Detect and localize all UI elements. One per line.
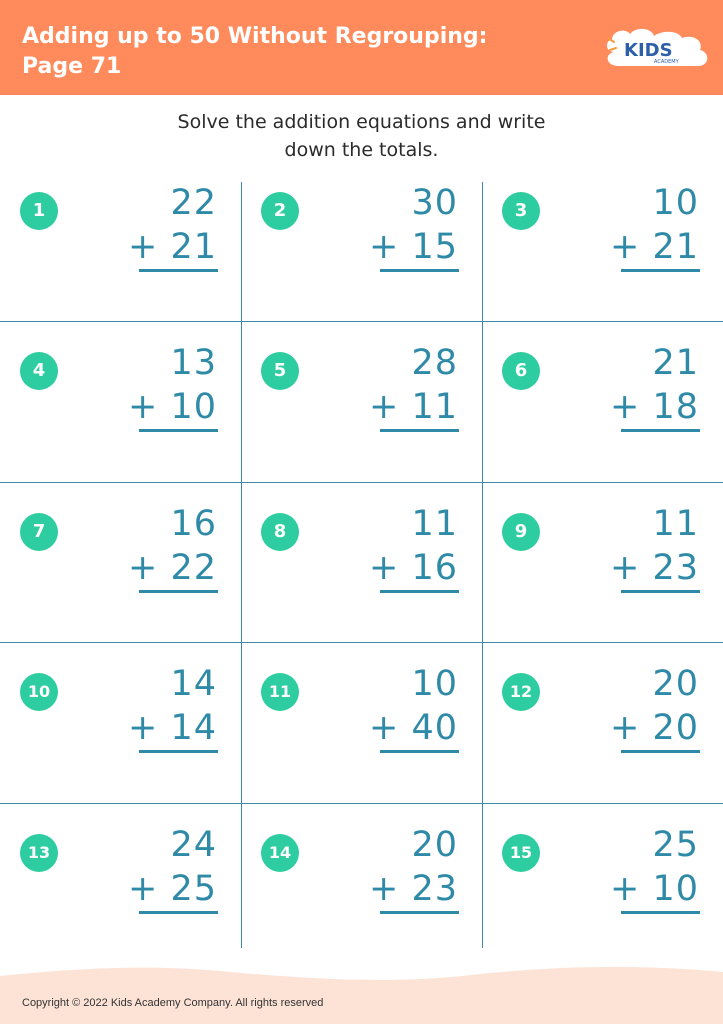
problem-cell [0,824,241,984]
problem-number-badge: 3 [502,192,540,230]
addend-bottom: + 23 [369,869,458,909]
answer-line [139,590,218,593]
problem-number-badge: 13 [20,834,58,872]
answer-line [139,911,218,914]
problem-cell [482,824,723,984]
problem-number-badge: 6 [502,352,540,390]
problem-cell [241,663,482,823]
addend-top: 22 [170,183,217,223]
problem-cell [0,342,241,502]
problem-number-badge: 5 [261,352,299,390]
copyright-text: Copyright © 2022 Kids Academy Company. All rights reserved [22,997,324,1009]
answer-line [621,911,700,914]
addend-bottom: + 10 [610,869,699,909]
page-title [22,22,582,82]
addend-top: 13 [170,343,217,383]
answer-line [621,750,700,753]
addend-top: 11 [652,504,699,544]
instructions [0,108,723,164]
problem-cell [482,182,723,342]
problem-number-badge: 2 [261,192,299,230]
addend-bottom: + 22 [128,548,217,588]
problem-cell [482,503,723,663]
answer-line [139,269,218,272]
addend-bottom: + 11 [369,387,458,427]
addend-top: 28 [411,343,458,383]
instructions-line-2: down the totals. [284,139,439,161]
kids-academy-logo [600,22,715,74]
problem-cell [241,503,482,663]
problem-number-badge: 7 [20,513,58,551]
problem-cell [0,663,241,823]
addend-top: 24 [170,825,217,865]
answer-line [380,750,459,753]
problem-number-badge: 9 [502,513,540,551]
problem-number-badge: 15 [502,834,540,872]
problem-number-badge: 14 [261,834,299,872]
addend-top: 10 [652,183,699,223]
addend-bottom: + 20 [610,708,699,748]
problem-grid [0,182,723,948]
addend-bottom: + 15 [369,227,458,267]
answer-line [380,590,459,593]
instructions-line-1: Solve the addition equations and write [177,111,546,133]
addend-bottom: + 14 [128,708,217,748]
problem-cell [482,663,723,823]
addend-top: 16 [170,504,217,544]
answer-line [380,429,459,432]
answer-line [621,590,700,593]
problem-cell [241,182,482,342]
addend-top: 25 [652,825,699,865]
addend-top: 20 [652,664,699,704]
title-line-1: Adding up to 50 Without Regrouping: [22,24,488,49]
addend-bottom: + 25 [128,869,217,909]
answer-line [380,911,459,914]
header-bar [0,0,723,95]
answer-line [380,269,459,272]
addend-bottom: + 21 [610,227,699,267]
answer-line [139,429,218,432]
problem-number-badge: 8 [261,513,299,551]
problem-cell [0,503,241,663]
addend-top: 30 [411,183,458,223]
addend-bottom: + 16 [369,548,458,588]
addend-bottom: + 40 [369,708,458,748]
addend-top: 11 [411,504,458,544]
problem-cell [241,824,482,984]
footer-wave [0,962,723,1024]
problem-cell [0,182,241,342]
answer-line [621,269,700,272]
answer-line [621,429,700,432]
answer-line [139,750,218,753]
problem-number-badge: 12 [502,673,540,711]
problem-cell [482,342,723,502]
addend-top: 21 [652,343,699,383]
addend-top: 10 [411,664,458,704]
addend-top: 20 [411,825,458,865]
logo-subtext: ACADEMY [654,59,679,65]
addend-bottom: + 18 [610,387,699,427]
addend-bottom: + 21 [128,227,217,267]
addend-top: 14 [170,664,217,704]
problem-number-badge: 11 [261,673,299,711]
problem-number-badge: 1 [20,192,58,230]
problem-cell [241,342,482,502]
problem-number-badge: 10 [20,673,58,711]
logo-text: KIDS [624,40,673,61]
addend-bottom: + 10 [128,387,217,427]
addend-bottom: + 23 [610,548,699,588]
problem-number-badge: 4 [20,352,58,390]
title-line-2: Page 71 [22,54,122,79]
